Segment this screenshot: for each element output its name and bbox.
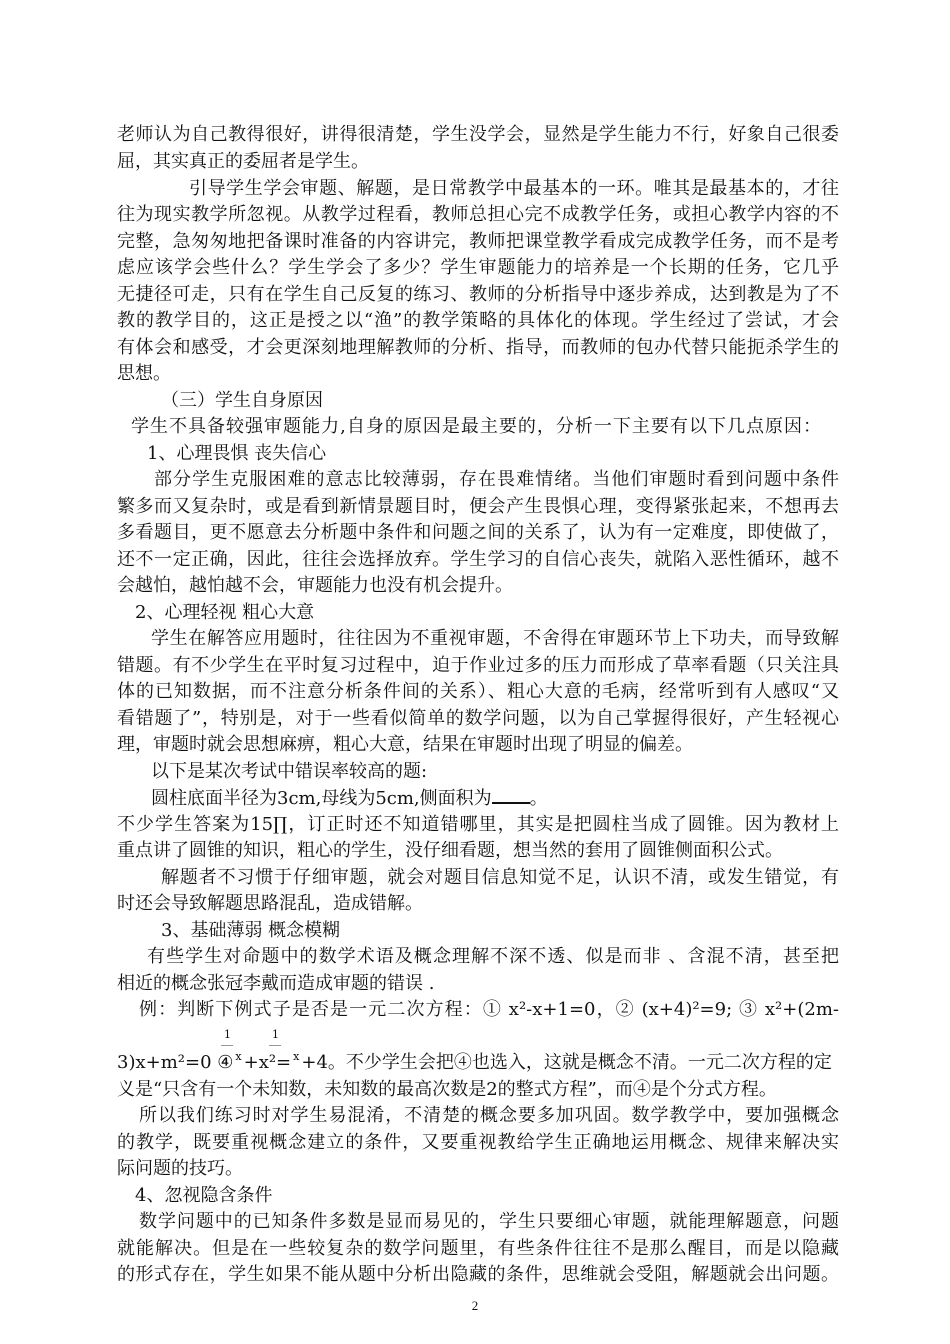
fraction-bar [269, 1045, 281, 1046]
body-line: 老师认为自己教得很好，讲得很清楚，学生没学会，显然是学生能力不行，好象自己很委 [117, 124, 839, 145]
fraction-denominator: x [293, 1050, 300, 1063]
exam-question-end: 。 [529, 788, 548, 809]
body-line: 多看题目，更不愿意去分析题中条件和问题之间的关系了，认为有一定难度，即使做了， [117, 522, 839, 543]
equation-part: +x²= [243, 1052, 292, 1073]
subsection-heading: 1、心理畏惧 丧失信心 [147, 443, 327, 464]
body-line: 往为现实教学所忽视。从教学过程看，教师总担心完不成教学任务，或担心教学内容的不 [117, 204, 839, 225]
subsection-heading: 3、基础薄弱 概念模糊 [161, 920, 341, 941]
body-line: 数学问题中的已知条件多数是显而易见的，学生只要细心审题，就能理解题意，问题 [139, 1211, 839, 1232]
body-line: 部分学生克服困难的意志比较薄弱，存在畏难情绪。当他们审题时看到问题中条件 [154, 469, 839, 490]
body-line: 完整，急匆匆地把备课时准备的内容讲完，教师把课堂教学看成完成教学任务，而不是考 [117, 231, 839, 252]
page-number: 2 [471, 1298, 479, 1313]
body-line: 会越怕，越怕越不会，审题能力也没有机会提升。 [117, 575, 513, 596]
fraction-numerator: 1 [272, 1028, 279, 1041]
subsection-heading: 4、忽视隐含条件 [135, 1185, 273, 1206]
body-line: 有些学生对命题中的数学术语及概念理解不深不透、似是而非 、含混不清，甚至把 [147, 946, 839, 967]
equation-part: +4。不少学生会把④也选入，这就是概念不清。一元二次方程的定 [301, 1052, 832, 1073]
body-line: 所以我们练习时对学生易混淆，不清楚的概念要多加巩固。数学教学中，要加强概念 [139, 1105, 839, 1126]
subsection-heading: 2、心理轻视 粗心大意 [135, 602, 315, 623]
body-line: 时还会导致解题思路混乱，造成错解。 [117, 893, 423, 914]
body-line: 的教学，既要重视概念建立的条件，又要重视教给学生正确地运用概念、规律来解决实 [117, 1132, 839, 1153]
equation-part: 3)x+m²=0 ④ [117, 1052, 234, 1073]
body-line: 解题者不习惯于仔细审题，就会对题目信息知觉不足，认识不清，或发生错觉，有 [161, 867, 839, 888]
body-line: 无捷径可走，只有在学生自己反复的练习、教师的分析指导中逐步养成，达到教是为了不 [117, 284, 839, 305]
body-line: 际问题的技巧。 [117, 1158, 243, 1179]
body-line: 看错题了”，特别是，对于一些看似简单的数学问题，以为自己掌握得很好，产生轻视心 [117, 708, 839, 729]
body-line: 义是“只含有一个未知数，未知数的最高次数是2的整式方程”，而④是个分式方程。 [117, 1079, 777, 1100]
body-line: 学生不具备较强审题能力,自身的原因是最主要的，分析一下主要有以下几点原因： [131, 416, 821, 437]
body-line: 就能解决。但是在一些较复杂的数学问题里，有些条件往往不是那么醒目，而是以隐藏 [117, 1238, 839, 1259]
body-line: 学生在解答应用题时，往往因为不重视审题，不舍得在审题环节上下功夫，而导致解 [151, 628, 839, 649]
body-line: 的形式存在，学生如果不能从题中分析出隐藏的条件，思维就会受阻，解题就会出问题。 [117, 1264, 839, 1285]
answer-blank [492, 786, 530, 804]
exam-question-text: 圆柱底面半径为3cm,母线为5cm,侧面积为 [151, 788, 492, 809]
body-line: 引导学生学会审题、解题，是日常教学中最基本的一环。唯其是最基本的，才往 [189, 178, 839, 199]
body-line: 思想。 [117, 363, 171, 384]
exam-question [151, 786, 548, 811]
body-line: 不少学生答案为15∏，订正时还不知道错哪里，其实是把圆柱当成了圆锥。因为教材上 [117, 814, 839, 835]
body-line: 相近的概念张冠李戴而造成审题的错误 . [117, 973, 435, 994]
fraction-denominator: x [235, 1050, 242, 1063]
body-line: 虑应该学会些什么？学生学会了多少？学生审题能力的培养是一个长期的任务，它几乎 [117, 257, 839, 278]
body-line: 体的已知数据，而不注意分析条件间的关系）、粗心大意的毛病，经常听到有人感叹“又 [117, 681, 839, 702]
body-line: 有体会和感受，才会更深刻地理解教师的分析、指导，而教师的包办代替只能扼杀学生的 [117, 337, 839, 358]
section-heading: （三）学生自身原因 [161, 390, 323, 411]
example-line: 例：判断下例式子是否是一元二次方程：① x²-x+1=0，② (x+4)²=9; ③ x²+(2m- [139, 999, 839, 1020]
body-line: 屈，其实真正的委屈者是学生。 [117, 151, 369, 172]
body-line: 还不一定正确，因此，往往会选择放弃。学生学习的自信心丧失，就陷入恶性循环，越不 [117, 549, 839, 570]
equation-line [117, 1051, 832, 1077]
body-line: 教的教学目的，这正是授之以“渔”的教学策略的具体化的体现。学生经过了尝试，才会 [117, 310, 839, 331]
body-line: 重点讲了圆锥的知识，粗心的学生，没仔细看题，想当然的套用了圆锥侧面积公式。 [117, 840, 783, 861]
fraction-bar [221, 1045, 233, 1046]
body-line: 错题。有不少学生在平时复习过程中，迫于作业过多的压力而形成了草率看题（只关注具 [117, 655, 839, 676]
body-line: 理，审题时就会思想麻痹，粗心大意，结果在审题时出现了明显的偏差。 [117, 734, 693, 755]
fraction-numerator: 1 [224, 1028, 231, 1041]
body-line: 繁多而又复杂时，或是看到新情景题目时，便会产生畏惧心理，变得紧张起来，不想再去 [117, 496, 839, 517]
body-line: 以下是某次考试中错误率较高的题: [151, 761, 428, 782]
